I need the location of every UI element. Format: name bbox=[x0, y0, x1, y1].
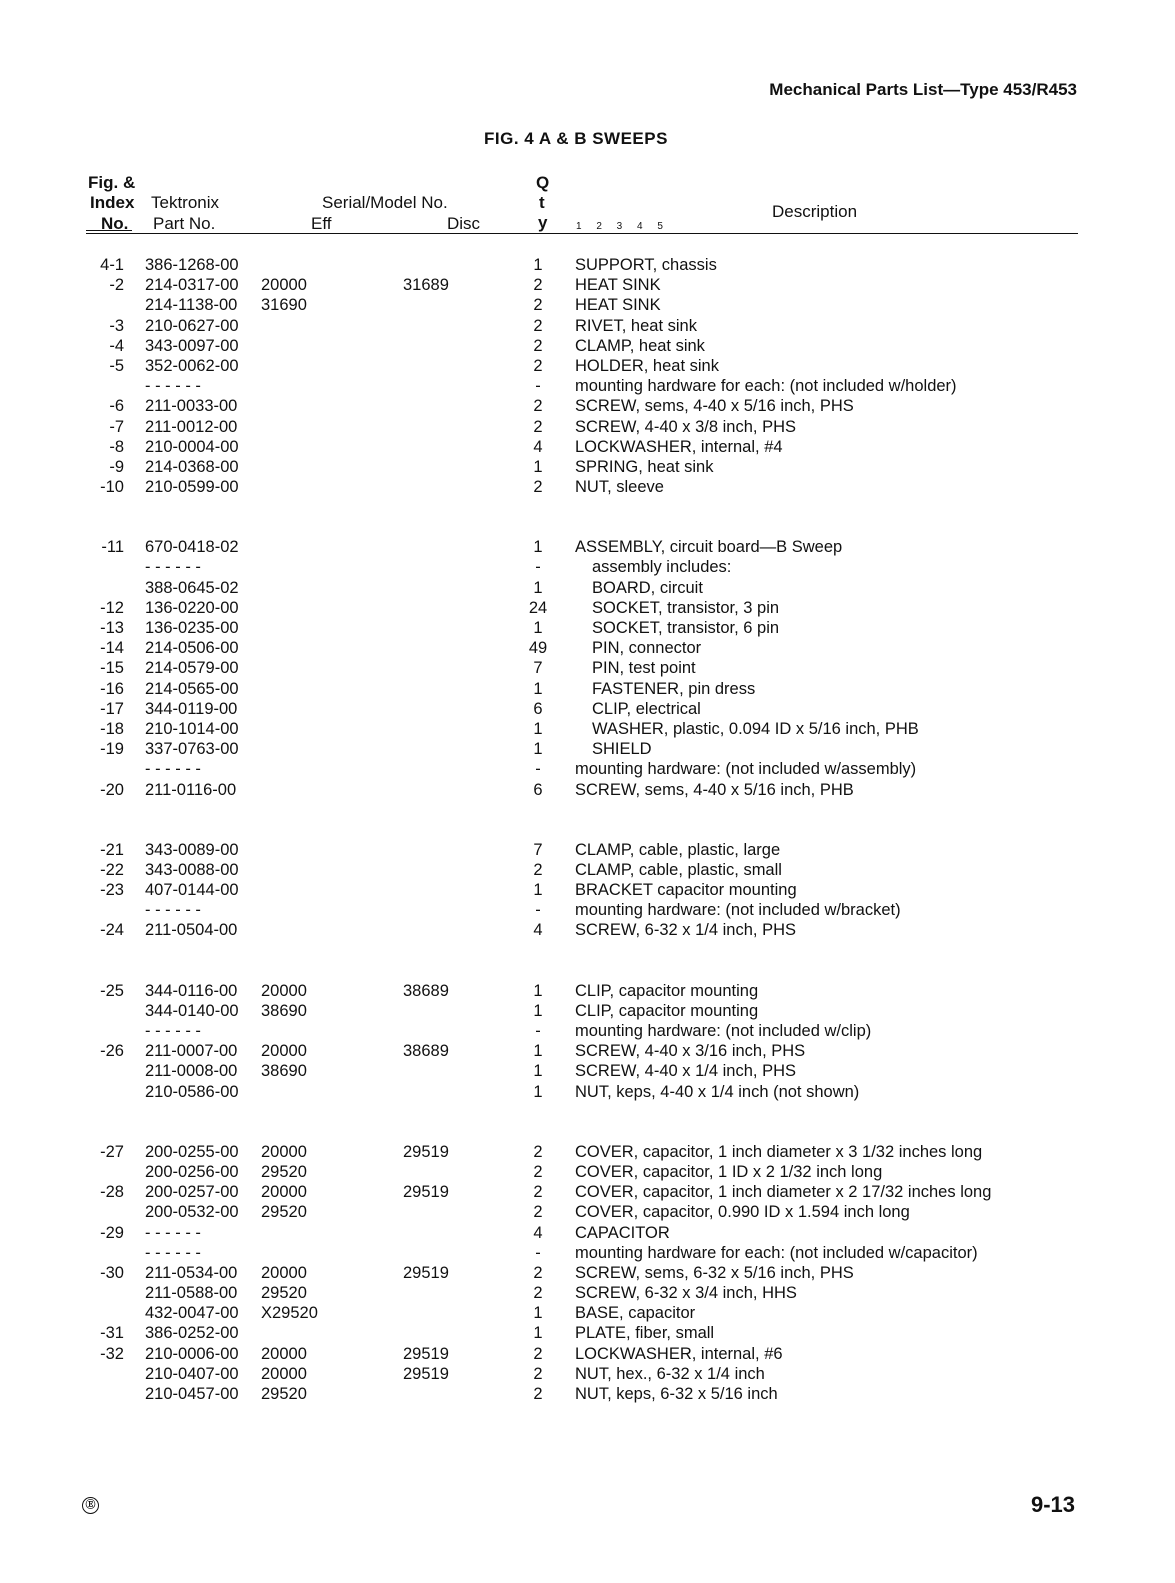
part-number-cell: 407-0144-00 bbox=[145, 881, 239, 900]
indent-level-digits: 1 2 3 4 5 bbox=[576, 221, 669, 232]
index-cell: -19 bbox=[100, 740, 124, 759]
description-cell: SCREW, 6-32 x 3/4 inch, HHS bbox=[575, 1284, 797, 1303]
header-rule bbox=[86, 233, 1078, 234]
index-cell: -15 bbox=[100, 659, 124, 678]
eff-serial-cell: 29520 bbox=[261, 1385, 307, 1403]
running-head: Mechanical Parts List—Type 453/R453 bbox=[769, 80, 1077, 99]
part-number-cell: 211-0588-00 bbox=[145, 1284, 238, 1303]
part-number-cell: - - - - - - bbox=[145, 558, 201, 577]
description-cell: mounting hardware for each: (not included w/capacitor) bbox=[575, 1243, 978, 1262]
description-cell: WASHER, plastic, 0.094 ID x 5/16 inch, PHB bbox=[592, 719, 919, 738]
quantity-cell: - bbox=[535, 760, 541, 779]
table-row bbox=[0, 578, 1175, 598]
index-cell: -8 bbox=[109, 437, 124, 456]
part-number-cell: 136-0235-00 bbox=[145, 619, 239, 637]
description-cell: SPRING, heat sink bbox=[575, 457, 714, 476]
table-row bbox=[0, 1344, 1175, 1364]
eff-serial-cell: 20000 bbox=[261, 1364, 307, 1383]
description-cell: SHIELD bbox=[592, 740, 652, 759]
quantity-cell: - bbox=[535, 1022, 541, 1040]
index-cell: -14 bbox=[100, 639, 124, 658]
description-cell: CLIP, capacitor mounting bbox=[575, 1001, 759, 1020]
table-row bbox=[0, 1162, 1175, 1182]
description-cell: PLATE, fiber, small bbox=[575, 1324, 715, 1343]
part-number-cell: 211-0033-00 bbox=[145, 397, 238, 416]
index-cell: -27 bbox=[100, 1142, 124, 1161]
quantity-cell: 2 bbox=[533, 397, 543, 416]
index-cell: -18 bbox=[100, 719, 124, 738]
part-number-cell: 200-0532-00 bbox=[145, 1203, 239, 1222]
disc-serial-cell: 31689 bbox=[403, 276, 449, 295]
quantity-cell: - bbox=[535, 558, 541, 577]
index-cell: -26 bbox=[100, 1042, 124, 1061]
col-header-serial-model: Serial/Model No. bbox=[322, 193, 448, 212]
description-cell: LOCKWASHER, internal, #4 bbox=[575, 437, 783, 456]
index-cell: -13 bbox=[100, 619, 124, 637]
description-cell: HOLDER, heat sink bbox=[575, 356, 719, 375]
index-cell: -29 bbox=[100, 1223, 124, 1242]
part-number-cell: 343-0088-00 bbox=[145, 860, 239, 879]
quantity-cell: 1 bbox=[533, 679, 543, 698]
index-cell: -17 bbox=[100, 699, 124, 718]
quantity-cell: 2 bbox=[533, 478, 543, 497]
quantity-cell: 4 bbox=[533, 437, 543, 456]
quantity-cell: 1 bbox=[533, 1062, 543, 1081]
table-row bbox=[0, 537, 1175, 557]
quantity-cell: 2 bbox=[533, 417, 543, 436]
description-cell: SCREW, 6-32 x 1/4 inch, PHS bbox=[575, 921, 797, 940]
table-row bbox=[0, 699, 1175, 719]
table-row bbox=[0, 920, 1175, 940]
index-cell: -5 bbox=[109, 356, 124, 375]
part-number-cell: - - - - - - bbox=[145, 901, 201, 920]
index-cell: 4-1 bbox=[100, 256, 124, 274]
table-row bbox=[0, 1384, 1175, 1404]
table-row bbox=[0, 780, 1175, 800]
table-row bbox=[0, 1364, 1175, 1384]
disc-serial-cell: 29519 bbox=[403, 1263, 449, 1282]
index-cell: -31 bbox=[100, 1324, 124, 1343]
index-cell: -25 bbox=[100, 981, 124, 1000]
parts-list bbox=[0, 255, 1175, 1404]
description-cell: CAPACITOR bbox=[575, 1223, 670, 1242]
table-row bbox=[0, 1182, 1175, 1202]
table-row bbox=[0, 880, 1175, 900]
quantity-cell: 2 bbox=[533, 1162, 543, 1181]
table-row bbox=[0, 719, 1175, 739]
part-number-cell: 211-0534-00 bbox=[145, 1263, 238, 1282]
description-cell: SCREW, sems, 6-32 x 5/16 inch, PHS bbox=[575, 1263, 854, 1282]
description-cell: SCREW, 4-40 x 3/8 inch, PHS bbox=[575, 417, 797, 436]
table-row bbox=[0, 1243, 1175, 1263]
quantity-cell: 1 bbox=[533, 538, 543, 557]
description-cell: CLIP, electrical bbox=[592, 699, 701, 718]
col-header-t: t bbox=[539, 193, 545, 212]
part-number-cell: 214-1138-00 bbox=[145, 296, 238, 315]
description-cell: SOCKET, transistor, 6 pin bbox=[592, 619, 780, 637]
quantity-cell: 1 bbox=[533, 1001, 543, 1020]
part-number-cell: - - - - - - bbox=[145, 1243, 201, 1262]
description-cell: COVER, capacitor, 1 inch diameter x 2 17/32 inches long bbox=[575, 1183, 992, 1202]
description-cell: BASE, capacitor bbox=[575, 1304, 696, 1323]
quantity-cell: 2 bbox=[533, 1385, 543, 1403]
description-cell: SCREW, sems, 4-40 x 5/16 inch, PHB bbox=[575, 780, 854, 799]
table-row bbox=[0, 1021, 1175, 1041]
table-row bbox=[0, 417, 1175, 437]
index-cell: -23 bbox=[100, 881, 124, 900]
part-number-cell: 386-0252-00 bbox=[145, 1324, 239, 1343]
eff-serial-cell: 20000 bbox=[261, 1042, 307, 1061]
col-header-eff: Eff bbox=[311, 214, 332, 233]
part-number-cell: - - - - - - bbox=[145, 760, 201, 779]
eff-serial-cell: 29520 bbox=[261, 1162, 307, 1181]
quantity-cell: 1 bbox=[533, 578, 543, 597]
table-row bbox=[0, 1061, 1175, 1081]
table-row bbox=[0, 275, 1175, 295]
quantity-cell: 1 bbox=[533, 981, 543, 1000]
part-number-cell: 211-0008-00 bbox=[145, 1062, 238, 1081]
quantity-cell: 1 bbox=[533, 1324, 543, 1343]
part-number-cell: 211-0012-00 bbox=[145, 417, 238, 436]
table-row bbox=[0, 900, 1175, 920]
disc-serial-cell: 29519 bbox=[403, 1364, 449, 1383]
eff-serial-cell: 20000 bbox=[261, 1344, 307, 1363]
part-number-cell: 210-1014-00 bbox=[145, 719, 239, 738]
quantity-cell: 4 bbox=[533, 921, 543, 940]
eff-serial-cell: 20000 bbox=[261, 276, 307, 295]
page-number: 9-13 bbox=[1030, 1492, 1075, 1517]
table-row bbox=[0, 1142, 1175, 1162]
quantity-cell: 2 bbox=[533, 336, 543, 355]
table-row bbox=[0, 1263, 1175, 1283]
description-cell: ASSEMBLY, circuit board—B Sweep bbox=[575, 538, 843, 557]
index-cell: -4 bbox=[109, 336, 124, 355]
index-cell: -11 bbox=[101, 538, 124, 557]
table-row bbox=[0, 638, 1175, 658]
quantity-cell: 1 bbox=[533, 457, 543, 476]
part-number-cell: - - - - - - bbox=[145, 1022, 201, 1040]
eff-serial-cell: 29520 bbox=[261, 1284, 307, 1303]
description-cell: FASTENER, pin dress bbox=[592, 679, 756, 698]
description-cell: HEAT SINK bbox=[575, 296, 661, 315]
quantity-cell: 6 bbox=[533, 699, 543, 718]
quantity-cell: 1 bbox=[533, 1082, 543, 1101]
table-row bbox=[0, 295, 1175, 315]
description-cell: PIN, connector bbox=[592, 639, 702, 658]
part-number-cell: 214-0579-00 bbox=[145, 659, 239, 678]
quantity-cell: - bbox=[535, 901, 541, 920]
table-row bbox=[0, 1223, 1175, 1243]
description-cell: mounting hardware: (not included w/bracket) bbox=[575, 901, 901, 920]
index-cell: -3 bbox=[109, 316, 124, 335]
part-number-cell: 200-0256-00 bbox=[145, 1162, 239, 1181]
part-number-cell: 210-0599-00 bbox=[145, 478, 239, 497]
part-number-cell: 432-0047-00 bbox=[145, 1304, 239, 1323]
table-row bbox=[0, 1041, 1175, 1061]
description-cell: COVER, capacitor, 1 inch diameter x 3 1/32 inches long bbox=[575, 1142, 983, 1161]
quantity-cell: 2 bbox=[533, 1203, 543, 1222]
col-header-disc: Disc bbox=[447, 214, 481, 233]
disc-serial-cell: 38689 bbox=[403, 1042, 449, 1061]
eff-serial-cell: 20000 bbox=[261, 1142, 307, 1161]
quantity-cell: 1 bbox=[533, 1042, 543, 1061]
description-cell: SCREW, sems, 4-40 x 5/16 inch, PHS bbox=[575, 397, 854, 416]
part-number-cell: - - - - - - bbox=[145, 377, 201, 396]
table-row bbox=[0, 336, 1175, 356]
part-number-cell: 211-0007-00 bbox=[145, 1042, 238, 1061]
part-number-cell: 211-0504-00 bbox=[145, 921, 238, 940]
description-cell: PIN, test point bbox=[592, 659, 696, 678]
part-number-cell: 200-0257-00 bbox=[145, 1183, 239, 1202]
col-header-description: Description bbox=[772, 202, 858, 221]
part-number-cell: 214-0368-00 bbox=[145, 457, 239, 476]
eff-serial-cell: 31690 bbox=[261, 296, 307, 315]
part-number-cell: 386-1268-00 bbox=[145, 256, 239, 274]
table-row bbox=[0, 1283, 1175, 1303]
description-cell: mounting hardware: (not included w/clip) bbox=[575, 1022, 872, 1040]
quantity-cell: 2 bbox=[533, 356, 543, 375]
table-row bbox=[0, 658, 1175, 678]
disc-serial-cell: 29519 bbox=[403, 1142, 449, 1161]
part-number-cell: 210-0457-00 bbox=[145, 1385, 239, 1403]
col-header-y: y bbox=[538, 213, 548, 232]
table-row bbox=[0, 437, 1175, 457]
description-cell: SOCKET, transistor, 3 pin bbox=[592, 598, 780, 617]
description-cell: COVER, capacitor, 1 ID x 2 1/32 inch long bbox=[575, 1162, 883, 1181]
index-cell: -20 bbox=[100, 780, 124, 799]
index-cell: -22 bbox=[100, 860, 124, 879]
part-number-cell: 136-0220-00 bbox=[145, 598, 239, 617]
quantity-cell: - bbox=[535, 1243, 541, 1262]
quantity-cell: 2 bbox=[533, 860, 543, 879]
description-cell: SCREW, 4-40 x 3/16 inch, PHS bbox=[575, 1042, 806, 1061]
part-number-cell: 214-0317-00 bbox=[145, 276, 239, 295]
description-cell: CLIP, capacitor mounting bbox=[575, 981, 759, 1000]
table-row bbox=[0, 618, 1175, 638]
description-cell: CLAMP, heat sink bbox=[575, 336, 705, 355]
disc-serial-cell: 29519 bbox=[403, 1344, 449, 1363]
part-number-cell: 388-0645-02 bbox=[145, 578, 239, 597]
description-cell: NUT, hex., 6-32 x 1/4 inch bbox=[575, 1364, 765, 1383]
index-cell: -32 bbox=[100, 1344, 124, 1363]
table-row bbox=[0, 860, 1175, 880]
part-number-cell: 210-0586-00 bbox=[145, 1082, 239, 1101]
col-header-q: Q bbox=[536, 173, 550, 192]
table-row bbox=[0, 840, 1175, 860]
quantity-cell: 49 bbox=[528, 639, 548, 658]
table-row bbox=[0, 759, 1175, 779]
index-cell: -16 bbox=[100, 679, 124, 698]
index-cell: -30 bbox=[100, 1263, 124, 1282]
part-number-cell: 211-0116-00 bbox=[145, 780, 237, 799]
index-cell: -9 bbox=[109, 457, 124, 476]
quantity-cell: 1 bbox=[533, 719, 543, 738]
index-cell: -21 bbox=[100, 840, 124, 859]
header-underline bbox=[86, 230, 132, 231]
description-cell: BRACKET capacitor mounting bbox=[575, 881, 797, 900]
part-number-cell: 344-0119-00 bbox=[145, 699, 238, 718]
eff-serial-cell: 29520 bbox=[261, 1203, 307, 1222]
table-row bbox=[0, 316, 1175, 336]
quantity-cell: 7 bbox=[533, 659, 543, 678]
quantity-cell: 2 bbox=[533, 296, 543, 315]
disc-serial-cell: 38689 bbox=[403, 981, 449, 1000]
description-cell: mounting hardware: (not included w/assembly) bbox=[575, 760, 917, 779]
table-row bbox=[0, 457, 1175, 477]
eff-serial-cell: 38690 bbox=[261, 1062, 307, 1081]
publisher-logo: Ⓔ bbox=[82, 1497, 99, 1514]
part-number-cell: 344-0140-00 bbox=[145, 1001, 239, 1020]
disc-serial-cell: 29519 bbox=[403, 1183, 449, 1202]
part-number-cell: 210-0006-00 bbox=[145, 1344, 239, 1363]
description-cell: mounting hardware for each: (not included w/holder) bbox=[575, 377, 957, 396]
description-cell: CLAMP, cable, plastic, large bbox=[575, 840, 781, 859]
index-cell: -6 bbox=[109, 397, 124, 416]
table-row bbox=[0, 1323, 1175, 1343]
part-number-cell: 214-0506-00 bbox=[145, 639, 239, 658]
quantity-cell: 6 bbox=[533, 780, 543, 799]
quantity-cell: 1 bbox=[533, 1304, 543, 1323]
description-cell: LOCKWASHER, internal, #6 bbox=[575, 1344, 783, 1363]
description-cell: RIVET, heat sink bbox=[575, 316, 697, 335]
part-number-cell: 337-0763-00 bbox=[145, 740, 239, 759]
table-row bbox=[0, 255, 1175, 275]
description-cell: SCREW, 4-40 x 1/4 inch, PHS bbox=[575, 1062, 797, 1081]
part-number-cell: - - - - - - bbox=[145, 1223, 201, 1242]
part-number-cell: 352-0062-00 bbox=[145, 356, 239, 375]
table-row bbox=[0, 1202, 1175, 1222]
quantity-cell: 2 bbox=[533, 1284, 543, 1303]
table-row bbox=[0, 477, 1175, 497]
description-cell: BOARD, circuit bbox=[592, 578, 703, 597]
index-cell: -28 bbox=[100, 1183, 124, 1202]
quantity-cell: 4 bbox=[533, 1223, 543, 1242]
table-row bbox=[0, 981, 1175, 1001]
table-row bbox=[0, 739, 1175, 759]
table-row bbox=[0, 1001, 1175, 1021]
quantity-cell: - bbox=[535, 377, 541, 396]
col-header-tektronix: Tektronix bbox=[151, 193, 220, 212]
col-header-index: Index bbox=[90, 193, 135, 212]
description-cell: assembly includes: bbox=[592, 558, 732, 577]
index-cell: -10 bbox=[100, 478, 124, 497]
index-cell: -12 bbox=[100, 598, 124, 617]
table-row bbox=[0, 557, 1175, 577]
quantity-cell: 7 bbox=[533, 840, 543, 859]
quantity-cell: 2 bbox=[533, 1263, 543, 1282]
table-row bbox=[0, 679, 1175, 699]
part-number-cell: 214-0565-00 bbox=[145, 679, 239, 698]
quantity-cell: 2 bbox=[533, 1183, 543, 1202]
eff-serial-cell: 38690 bbox=[261, 1001, 307, 1020]
col-header-no: No. bbox=[101, 214, 129, 233]
table-row bbox=[0, 356, 1175, 376]
quantity-cell: 2 bbox=[533, 1344, 543, 1363]
part-number-cell: 210-0627-00 bbox=[145, 316, 239, 335]
part-number-cell: 210-0407-00 bbox=[145, 1364, 239, 1383]
eff-serial-cell: 20000 bbox=[261, 1263, 307, 1282]
table-row bbox=[0, 598, 1175, 618]
quantity-cell: 2 bbox=[533, 316, 543, 335]
figure-title: FIG. 4 A & B SWEEPS bbox=[484, 129, 668, 148]
description-cell: SUPPORT, chassis bbox=[575, 256, 717, 274]
eff-serial-cell: 20000 bbox=[261, 981, 307, 1000]
table-row bbox=[0, 1303, 1175, 1323]
part-number-cell: 344-0116-00 bbox=[145, 981, 238, 1000]
quantity-cell: 2 bbox=[533, 1142, 543, 1161]
description-cell: CLAMP, cable, plastic, small bbox=[575, 860, 782, 879]
description-cell: HEAT SINK bbox=[575, 276, 661, 295]
col-header-fig: Fig. & bbox=[88, 173, 136, 192]
quantity-cell: 1 bbox=[533, 740, 543, 759]
quantity-cell: 1 bbox=[533, 881, 543, 900]
part-number-cell: 670-0418-02 bbox=[145, 538, 239, 557]
table-row bbox=[0, 396, 1175, 416]
description-cell: NUT, keps, 6-32 x 5/16 inch bbox=[575, 1385, 778, 1403]
quantity-cell: 1 bbox=[533, 619, 543, 637]
table-row bbox=[0, 1082, 1175, 1102]
quantity-cell: 2 bbox=[533, 1364, 543, 1383]
index-cell: -2 bbox=[109, 276, 124, 295]
table-row bbox=[0, 376, 1175, 396]
description-cell: NUT, sleeve bbox=[575, 478, 664, 497]
part-number-cell: 210-0004-00 bbox=[145, 437, 239, 456]
part-number-cell: 343-0089-00 bbox=[145, 840, 239, 859]
col-header-part-no: Part No. bbox=[153, 214, 216, 233]
index-cell: -7 bbox=[109, 417, 124, 436]
quantity-cell: 24 bbox=[528, 598, 548, 617]
quantity-cell: 2 bbox=[533, 276, 543, 295]
part-number-cell: 343-0097-00 bbox=[145, 336, 239, 355]
description-cell: NUT, keps, 4-40 x 1/4 inch (not shown) bbox=[575, 1082, 860, 1101]
index-cell: -24 bbox=[100, 921, 124, 940]
description-cell: COVER, capacitor, 0.990 ID x 1.594 inch long bbox=[575, 1203, 910, 1222]
part-number-cell: 200-0255-00 bbox=[145, 1142, 239, 1161]
quantity-cell: 1 bbox=[533, 256, 543, 274]
eff-serial-cell: X29520 bbox=[261, 1304, 318, 1323]
eff-serial-cell: 20000 bbox=[261, 1183, 307, 1202]
